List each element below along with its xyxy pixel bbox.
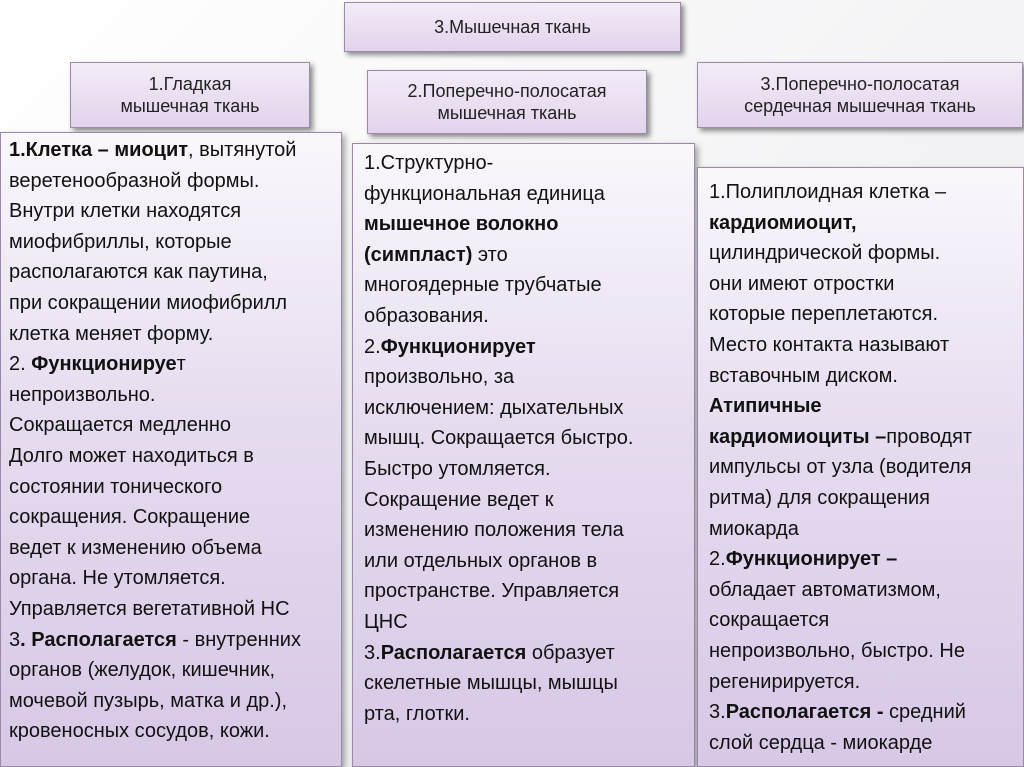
- text-segment: Быстро утомляется.: [364, 457, 551, 480]
- text-line: [9, 166, 337, 197]
- text-line: [9, 716, 337, 747]
- bold-text: Функционирует –: [725, 548, 898, 571]
- text-segment: - внутренних: [176, 628, 301, 651]
- text-segment: импульсы от узла (водителя: [709, 456, 972, 479]
- text-segment: рта, глотки.: [364, 702, 470, 725]
- text-segment: цилиндрической формы.: [709, 242, 941, 265]
- text-segment: ведет к изменению объема: [9, 536, 262, 559]
- text-segment: слой сердца - миокарде: [709, 731, 933, 754]
- bold-text: мышечное волокно: [364, 213, 559, 236]
- column-1-title-line: 1.Гладкая: [148, 74, 232, 94]
- column-2-title-line: 2.Поперечно-полосатая: [407, 81, 607, 101]
- column-2-title-line: мышечная ткань: [437, 103, 577, 123]
- bold-text: . Располагается: [20, 628, 177, 651]
- text-segment: Долго может находиться в: [9, 444, 254, 467]
- column-1-content: [0, 132, 342, 767]
- text-line: [709, 299, 1019, 330]
- text-segment: 3: [9, 628, 21, 651]
- main-title: 3.Мышечная ткань: [434, 17, 591, 37]
- text-segment: Сокращается медленно: [9, 414, 232, 437]
- text-line: [709, 238, 1019, 269]
- text-segment: это: [472, 243, 508, 266]
- text-line: [364, 699, 690, 730]
- text-segment: непроизвольно, быстро. Не: [709, 639, 965, 662]
- text-line: [9, 349, 337, 380]
- text-segment: органов (желудок, кишечник,: [9, 659, 276, 682]
- text-line: [9, 563, 337, 594]
- column-3-title-line: 3.Поперечно-полосатая: [760, 74, 960, 94]
- text-line: [9, 686, 337, 717]
- text-line: [9, 227, 337, 258]
- bold-text: кардиомиоцит,: [709, 211, 857, 234]
- text-segment: 2.: [9, 353, 32, 376]
- text-segment: пространстве. Управляется: [364, 580, 620, 603]
- text-line: [364, 148, 690, 179]
- bold-text: кардиомиоциты –: [709, 425, 887, 448]
- column-1-title-box: [70, 62, 310, 128]
- text-line: [709, 452, 1019, 483]
- text-line: [364, 668, 690, 699]
- text-line: [9, 135, 337, 166]
- text-line: [709, 391, 1019, 422]
- text-line: [9, 441, 337, 472]
- text-line: [709, 422, 1019, 453]
- text-line: [9, 472, 337, 503]
- text-segment: веретенообразной формы.: [9, 169, 260, 192]
- text-segment: мышц. Сокращается быстро.: [364, 427, 634, 450]
- text-line: [364, 515, 690, 546]
- column-3-title-box: [697, 62, 1023, 128]
- column-2-content: [352, 143, 695, 767]
- text-line: [709, 667, 1019, 698]
- text-segment: Сокращение ведет к: [364, 488, 554, 511]
- text-segment: вставочным диском.: [709, 364, 898, 387]
- text-segment: кровеносных сосудов, кожи.: [9, 720, 270, 743]
- text-segment: органа. Не утомляется.: [9, 567, 226, 590]
- text-segment: сокращения. Сокращение: [9, 506, 251, 529]
- bold-text: (симпласт): [364, 243, 473, 266]
- text-segment: скелетные мышцы, мышцы: [364, 672, 618, 695]
- text-line: [9, 196, 337, 227]
- text-segment: изменению положения тела: [364, 519, 624, 542]
- bold-text: Функционируе: [31, 353, 177, 376]
- text-line: [709, 361, 1019, 392]
- text-line: [364, 240, 690, 271]
- text-segment: , вытянутой: [188, 139, 297, 161]
- text-line: [709, 697, 1019, 728]
- text-segment: функциональная единица: [364, 182, 605, 205]
- text-line: [364, 454, 690, 485]
- text-segment: Внутри клетки находятся: [9, 200, 242, 223]
- text-segment: 1.Структурно-: [364, 152, 494, 174]
- text-line: [364, 423, 690, 454]
- column-1-title-line: мышечная ткань: [120, 96, 260, 116]
- text-segment: 2.: [709, 548, 726, 571]
- text-segment: произвольно, за: [364, 366, 515, 389]
- bold-text: Располагается: [380, 641, 527, 664]
- text-segment: регенирируется.: [709, 670, 861, 693]
- text-line: [364, 546, 690, 577]
- text-segment: образования.: [364, 304, 489, 327]
- text-segment: непроизвольно.: [9, 383, 156, 406]
- text-line: [9, 502, 337, 533]
- text-segment: или отдельных органов в: [364, 549, 598, 572]
- text-line: [9, 319, 337, 350]
- text-segment: исключением: дыхательных: [364, 396, 624, 419]
- text-segment: 3.: [364, 641, 381, 664]
- text-line: [9, 625, 337, 656]
- text-segment: миокарда: [709, 517, 799, 540]
- text-line: [709, 728, 1019, 759]
- text-segment: средний: [883, 701, 966, 724]
- text-line: [364, 485, 690, 516]
- text-line: [709, 269, 1019, 300]
- main-title-box: [344, 2, 681, 52]
- text-segment: Управляется вегетативной НС: [9, 597, 290, 620]
- text-line: [9, 288, 337, 319]
- text-segment: располагаются как паутина,: [9, 261, 268, 284]
- column-3-content: [697, 167, 1024, 767]
- text-line: [709, 483, 1019, 514]
- text-line: [709, 514, 1019, 545]
- text-line: [9, 410, 337, 441]
- text-segment: 2.: [364, 335, 381, 358]
- text-segment: при сокращении миофибрилл: [9, 291, 288, 314]
- text-line: [709, 605, 1019, 636]
- text-line: [709, 636, 1019, 667]
- column-2-title-box: [367, 70, 647, 134]
- text-segment: 3.: [709, 701, 726, 724]
- text-line: [709, 208, 1019, 239]
- bold-text: Функционирует: [380, 335, 536, 358]
- text-segment: проводят: [886, 425, 973, 448]
- text-segment: т: [176, 353, 186, 376]
- text-line: [364, 638, 690, 669]
- bold-text: Располагается -: [725, 701, 884, 724]
- text-line: [709, 575, 1019, 606]
- text-segment: они имеют отростки: [709, 272, 895, 295]
- text-line: [709, 330, 1019, 361]
- column-3-title-line: сердечная мышечная ткань: [744, 96, 976, 116]
- text-segment: клетка меняет форму.: [9, 322, 214, 345]
- text-line: [364, 270, 690, 301]
- text-line: [9, 257, 337, 288]
- text-segment: 1.Полиплоидная клетка –: [709, 181, 947, 203]
- text-segment: образует: [526, 641, 615, 664]
- text-line: [9, 533, 337, 564]
- text-line: [709, 544, 1019, 575]
- text-segment: которые переплетаются.: [709, 303, 938, 326]
- text-line: [364, 301, 690, 332]
- text-line: [364, 576, 690, 607]
- text-line: [364, 179, 690, 210]
- text-line: [9, 594, 337, 625]
- text-segment: многоядерные трубчатые: [364, 274, 602, 297]
- text-line: [364, 393, 690, 424]
- text-line: [364, 209, 690, 240]
- text-line: [364, 607, 690, 638]
- text-segment: состоянии тонического: [9, 475, 223, 498]
- text-segment: Место контакта называют: [709, 333, 950, 356]
- text-line: [9, 655, 337, 686]
- bold-text: Атипичные: [709, 395, 822, 418]
- text-segment: ритма) для сокращения: [709, 486, 931, 509]
- text-line: [364, 362, 690, 393]
- text-segment: обладает автоматизмом,: [709, 578, 941, 601]
- text-segment: сокращается: [709, 609, 830, 632]
- text-line: [364, 332, 690, 363]
- text-line: [709, 177, 1019, 208]
- text-line: [9, 380, 337, 411]
- text-segment: мочевой пузырь, матка и др.),: [9, 689, 288, 712]
- text-segment: миофибриллы, которые: [9, 230, 232, 253]
- text-segment: ЦНС: [364, 610, 408, 633]
- bold-text: 1.Клетка – миоцит: [9, 139, 189, 161]
